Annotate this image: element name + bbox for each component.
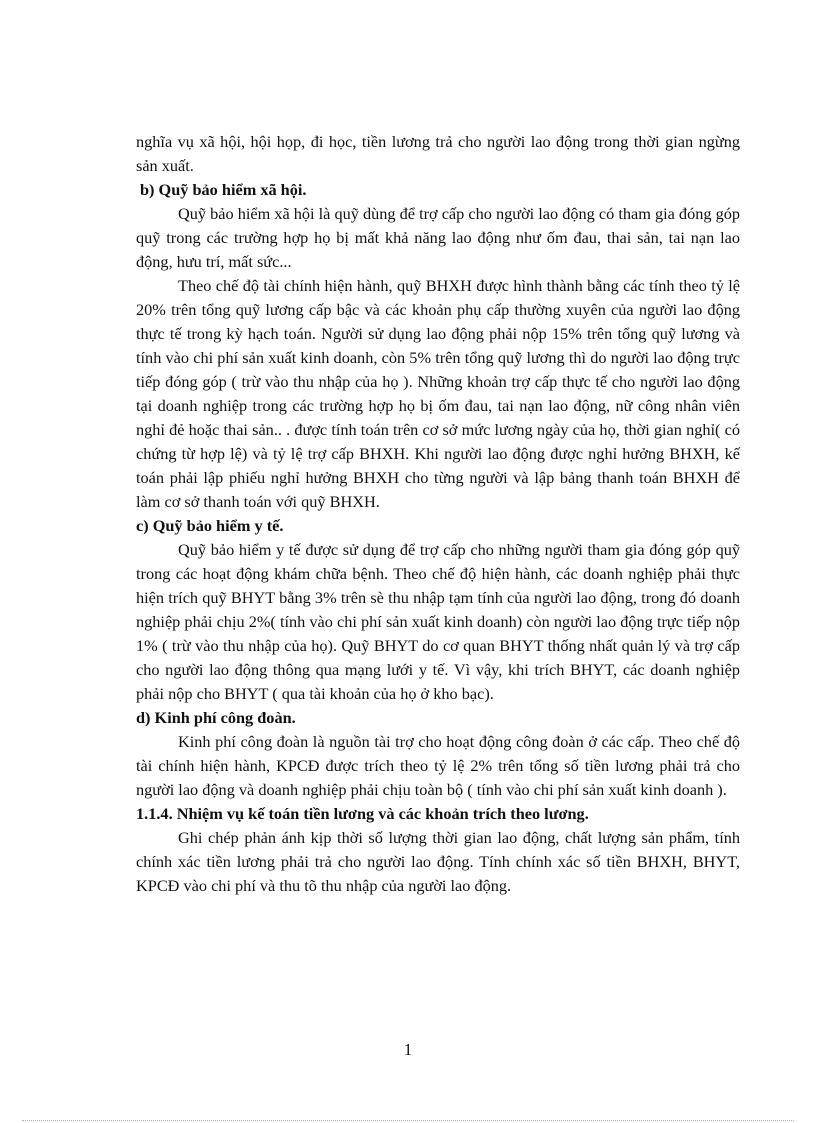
paragraph-bhyt: Quỹ bảo hiểm y tế được sử dụng để trợ cấp cho những người tham gia đóng góp quỹ trong các hoạt động khám chữa bệnh. Theo chế độ hiện hành, các doanh nghiệp phải thực hiện trích quỹ BHYT bằng 3% trên sè thu nhập tạm tính của người lao động, trong đó doanh nghiệp phải chịu 2%( tính vào chi phí sản xuất kinh doanh) còn người lao động trực tiếp nộp 1% ( trừ vào thu nhập của họ). Quỹ BHYT do cơ quan BHYT thống nhất quản lý và trợ cấp cho người lao động thông qua mạng lưới y tế. Vì vậy, khi trích BHYT, các doanh nghiệp phải nộp cho BHYT ( qua tài khoản của họ ở kho bạc). [136,540,740,703]
heading-social-insurance-fund: b) Quỹ bảo hiểm xã hội. [140,180,307,199]
paragraph-continuation: nghĩa vụ xã hội, hội họp, đi học, tiền lương trả cho người lao động trong thời gian ngừng sản xuất. [136,132,740,175]
heading-health-insurance-fund: c) Quỹ bảo hiểm y tế. [136,516,284,535]
paragraph-kpcd: Kinh phí công đoàn là nguồn tài trợ cho hoạt động công đoàn ở các cấp. Theo chế độ tài chính hiện hành, KPCĐ được trích theo tỷ lệ 2% trên tổng số tiền lương phải trả cho người lao động và doanh nghiệp phải chịu toàn bộ ( tính vào chi phí sản xuất kinh doanh ). [136,732,740,799]
paragraph-bhxh-definition: Quỹ bảo hiểm xã hội là quỹ dùng để trợ cấp cho người lao động có tham gia đóng góp quỹ trong các trường hợp họ bị mất khả năng lao động như ốm đau, thai sản, tai nạn lao động, hưu trí, mất sức... [136,204,740,271]
page-body [136,130,740,898]
paragraph-duties: Ghi chép phản ánh kịp thời số lượng thời gian lao động, chất lượng sản phẩm, tính chính xác tiền lương phải trả cho người lao động. Tính chính xác số tiền BHXH, BHYT, KPCĐ vào chi phí và thu tõ thu nhập của người lao động. [136,828,740,895]
page-number: 1 [403,1040,413,1059]
paragraph-bhxh-regulation: Theo chế độ tài chính hiện hành, quỹ BHXH được hình thành bằng các tính theo tỷ lệ 20% trên tổng quỹ lương cấp bậc và các khoản phụ cấp thường xuyên của người lao động thực tế trong kỳ hạch toán. Người sử dụng lao động phải nộp 15% trên tổng quỹ lương và tính vào chi phí sản xuất kinh doanh, còn 5% trên tổng quỹ lương thì do người lao động trực tiếp đóng góp ( trừ vào thu nhập của họ ). Những khoản trợ cấp thực tế cho người lao động tại doanh nghiệp trong các trường hợp họ bị ốm đau, tai nạn lao động, nữ công nhân viên nghỉ đẻ hoặc thai sản.. . được tính toán trên cơ sở mức lương ngày của họ, thời gian nghỉ( có chứng từ hợp lệ) và tỷ lệ trợ cấp BHXH. Khi người lao động được nghỉ hưởng BHXH, kế toán phải lập phiếu nghỉ hưởng BHXH cho từng người và lập bảng thanh toán BHXH để làm cơ sở thanh toán với quỹ BHXH. [136,276,740,511]
heading-section-1-1-4: 1.1.4. Nhiệm vụ kế toán tiền lương và các khoản trích theo lương. [136,804,589,823]
heading-union-fee: d) Kinh phí công đoàn. [136,708,296,727]
page-bottom-divider [22,1120,794,1121]
